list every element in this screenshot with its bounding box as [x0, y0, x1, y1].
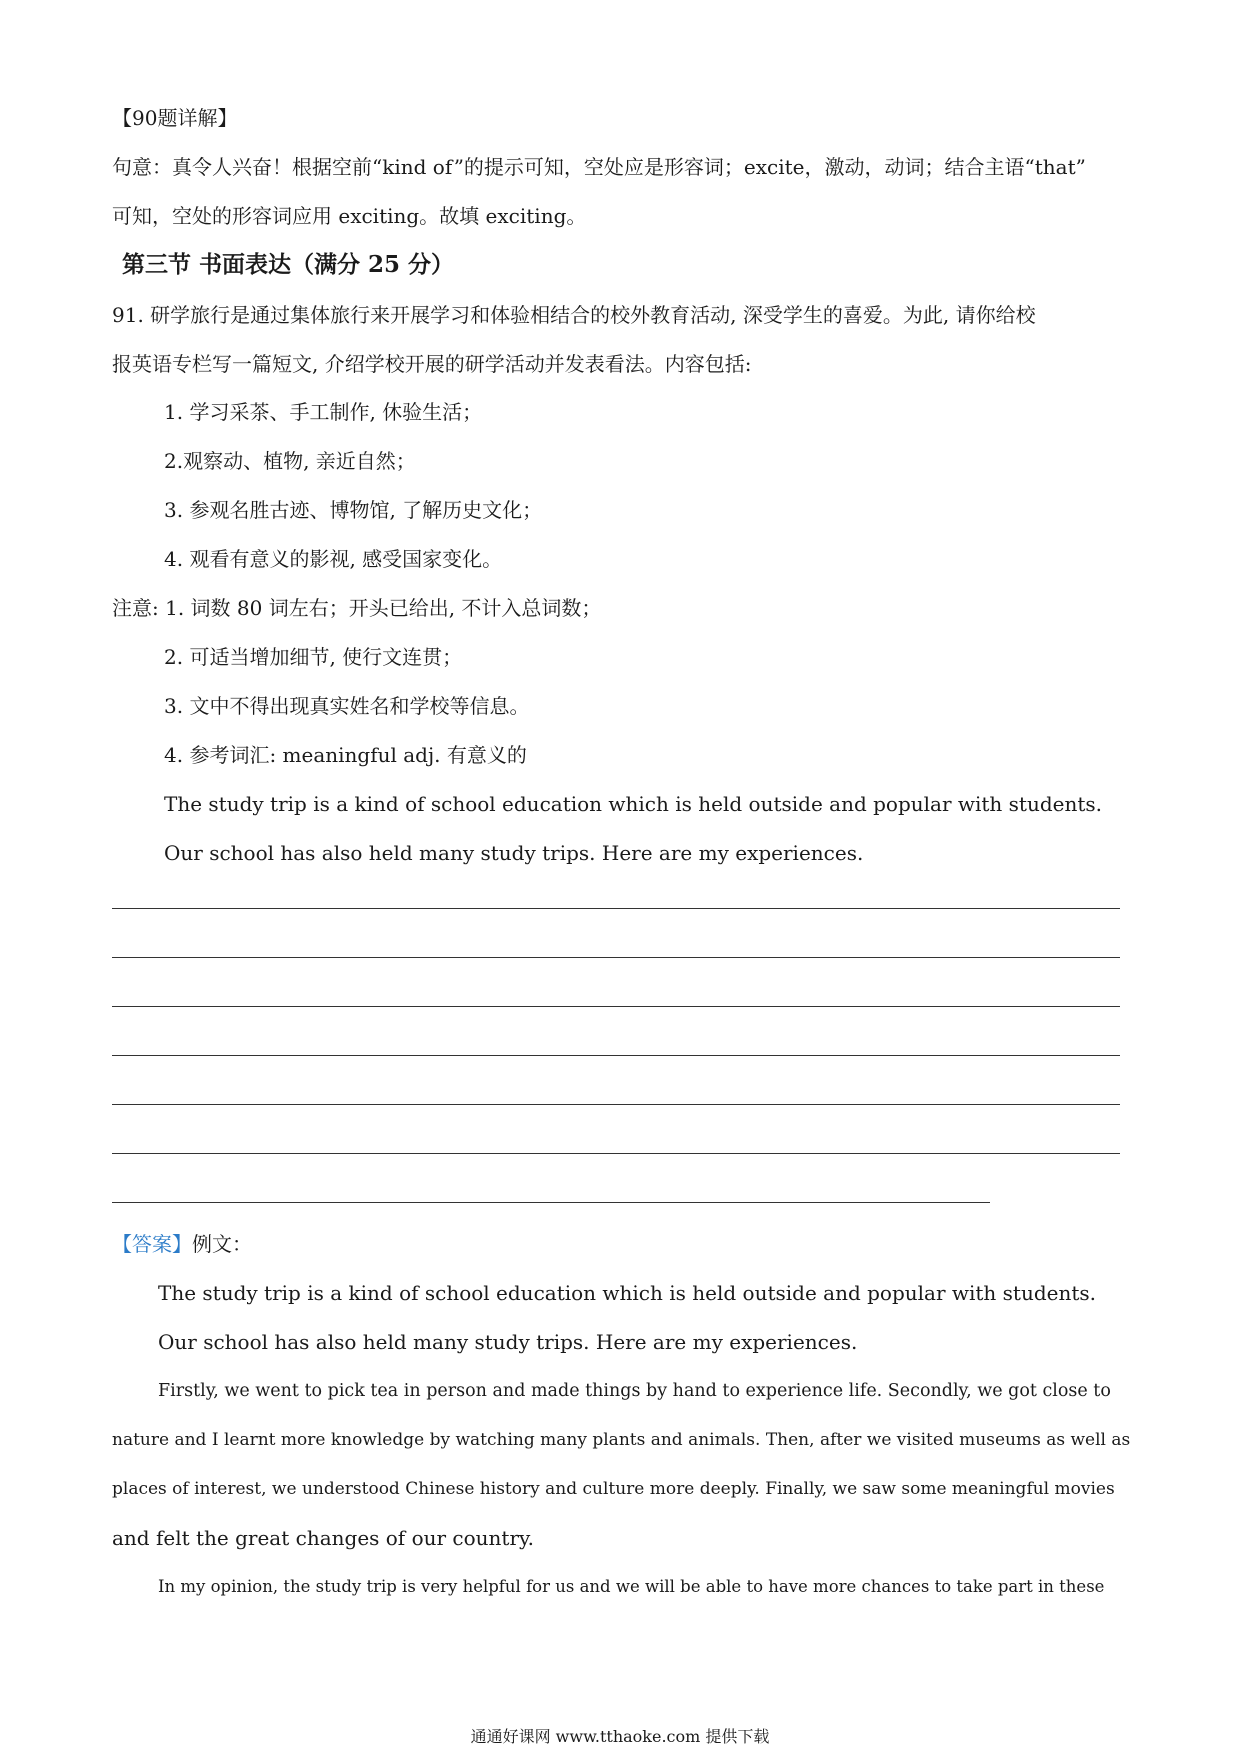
q90-explanation-line-2: 可知，空处的形容词应用 exciting。故填 exciting。	[112, 204, 587, 228]
content-point: 1. 学习采茶、手工制作, 休验生活；	[164, 400, 483, 424]
content-point: 2.观察动、植物, 亲近自然；	[164, 449, 416, 473]
essay-line: nature and I learnt more knowledge by watching many plants and animals. Then, after we visited museums as well as	[112, 1430, 1131, 1450]
answer-label: 例文：	[192, 1232, 252, 1256]
content-point: 3. 参观名胜古迹、博物馆, 了解历史文化；	[164, 498, 543, 522]
writing-line	[112, 1104, 1120, 1105]
section-title: 第三节 书面表达（满分 25 分）	[122, 251, 455, 278]
q91-prompt-line-1: 91. 研学旅行是通过集体旅行来开展学习和体验相结合的校外教育活动, 深受学生的喜爱。为此, 请你给校	[112, 303, 1036, 327]
note-line: 4. 参考词汇: meaningful adj. 有意义的	[164, 743, 527, 767]
writing-line	[112, 1055, 1120, 1056]
given-opening-line: Our school has also held many study trips. Here are my experiences.	[164, 841, 864, 865]
answer-heading	[112, 1230, 252, 1258]
note-line: 2. 可适当增加细节, 使行文连贯；	[164, 645, 463, 669]
essay-line: places of interest, we understood Chinese history and culture more deeply. Finally, we saw some meaningful movies	[112, 1479, 1115, 1499]
essay-line: Firstly, we went to pick tea in person and made things by hand to experience life. Secondly, we got close to	[158, 1381, 1111, 1401]
q91-prompt-line-2: 报英语专栏写一篇短文, 介绍学校开展的研学活动并发表看法。内容包括:	[112, 352, 752, 376]
answer-tag: 【答案】	[112, 1232, 192, 1256]
writing-line	[112, 957, 1120, 958]
content-point: 4. 观看有意义的影视, 感受国家变化。	[164, 547, 503, 571]
page-footer: 通通好课网 www.tthaoke.com 提供下载	[470, 1727, 770, 1746]
writing-line	[112, 908, 1120, 909]
essay-line: In my opinion, the study trip is very helpful for us and we will be able to have more chances to take part in these	[158, 1577, 1105, 1596]
q90-explanation-line-1: 句意：真令人兴奋！根据空前“kind of”的提示可知，空处应是形容词；excite，激动，动词；结合主语“that”	[112, 155, 1086, 179]
note-line: 注意: 1. 词数 80 词左右；开头已给出, 不计入总词数；	[112, 596, 602, 620]
writing-line	[112, 1202, 990, 1203]
essay-line: Our school has also held many study trips. Here are my experiences.	[158, 1330, 858, 1354]
writing-line	[112, 1153, 1120, 1154]
given-opening-line: The study trip is a kind of school education which is held outside and popular with students.	[164, 792, 1103, 816]
note-line: 3. 文中不得出现真实姓名和学校等信息。	[164, 694, 530, 718]
essay-line: The study trip is a kind of school education which is held outside and popular with students.	[158, 1281, 1097, 1305]
essay-line: and felt the great changes of our country.	[112, 1526, 535, 1550]
writing-line	[112, 1006, 1120, 1007]
q90-heading: 【90题详解】	[112, 106, 238, 130]
